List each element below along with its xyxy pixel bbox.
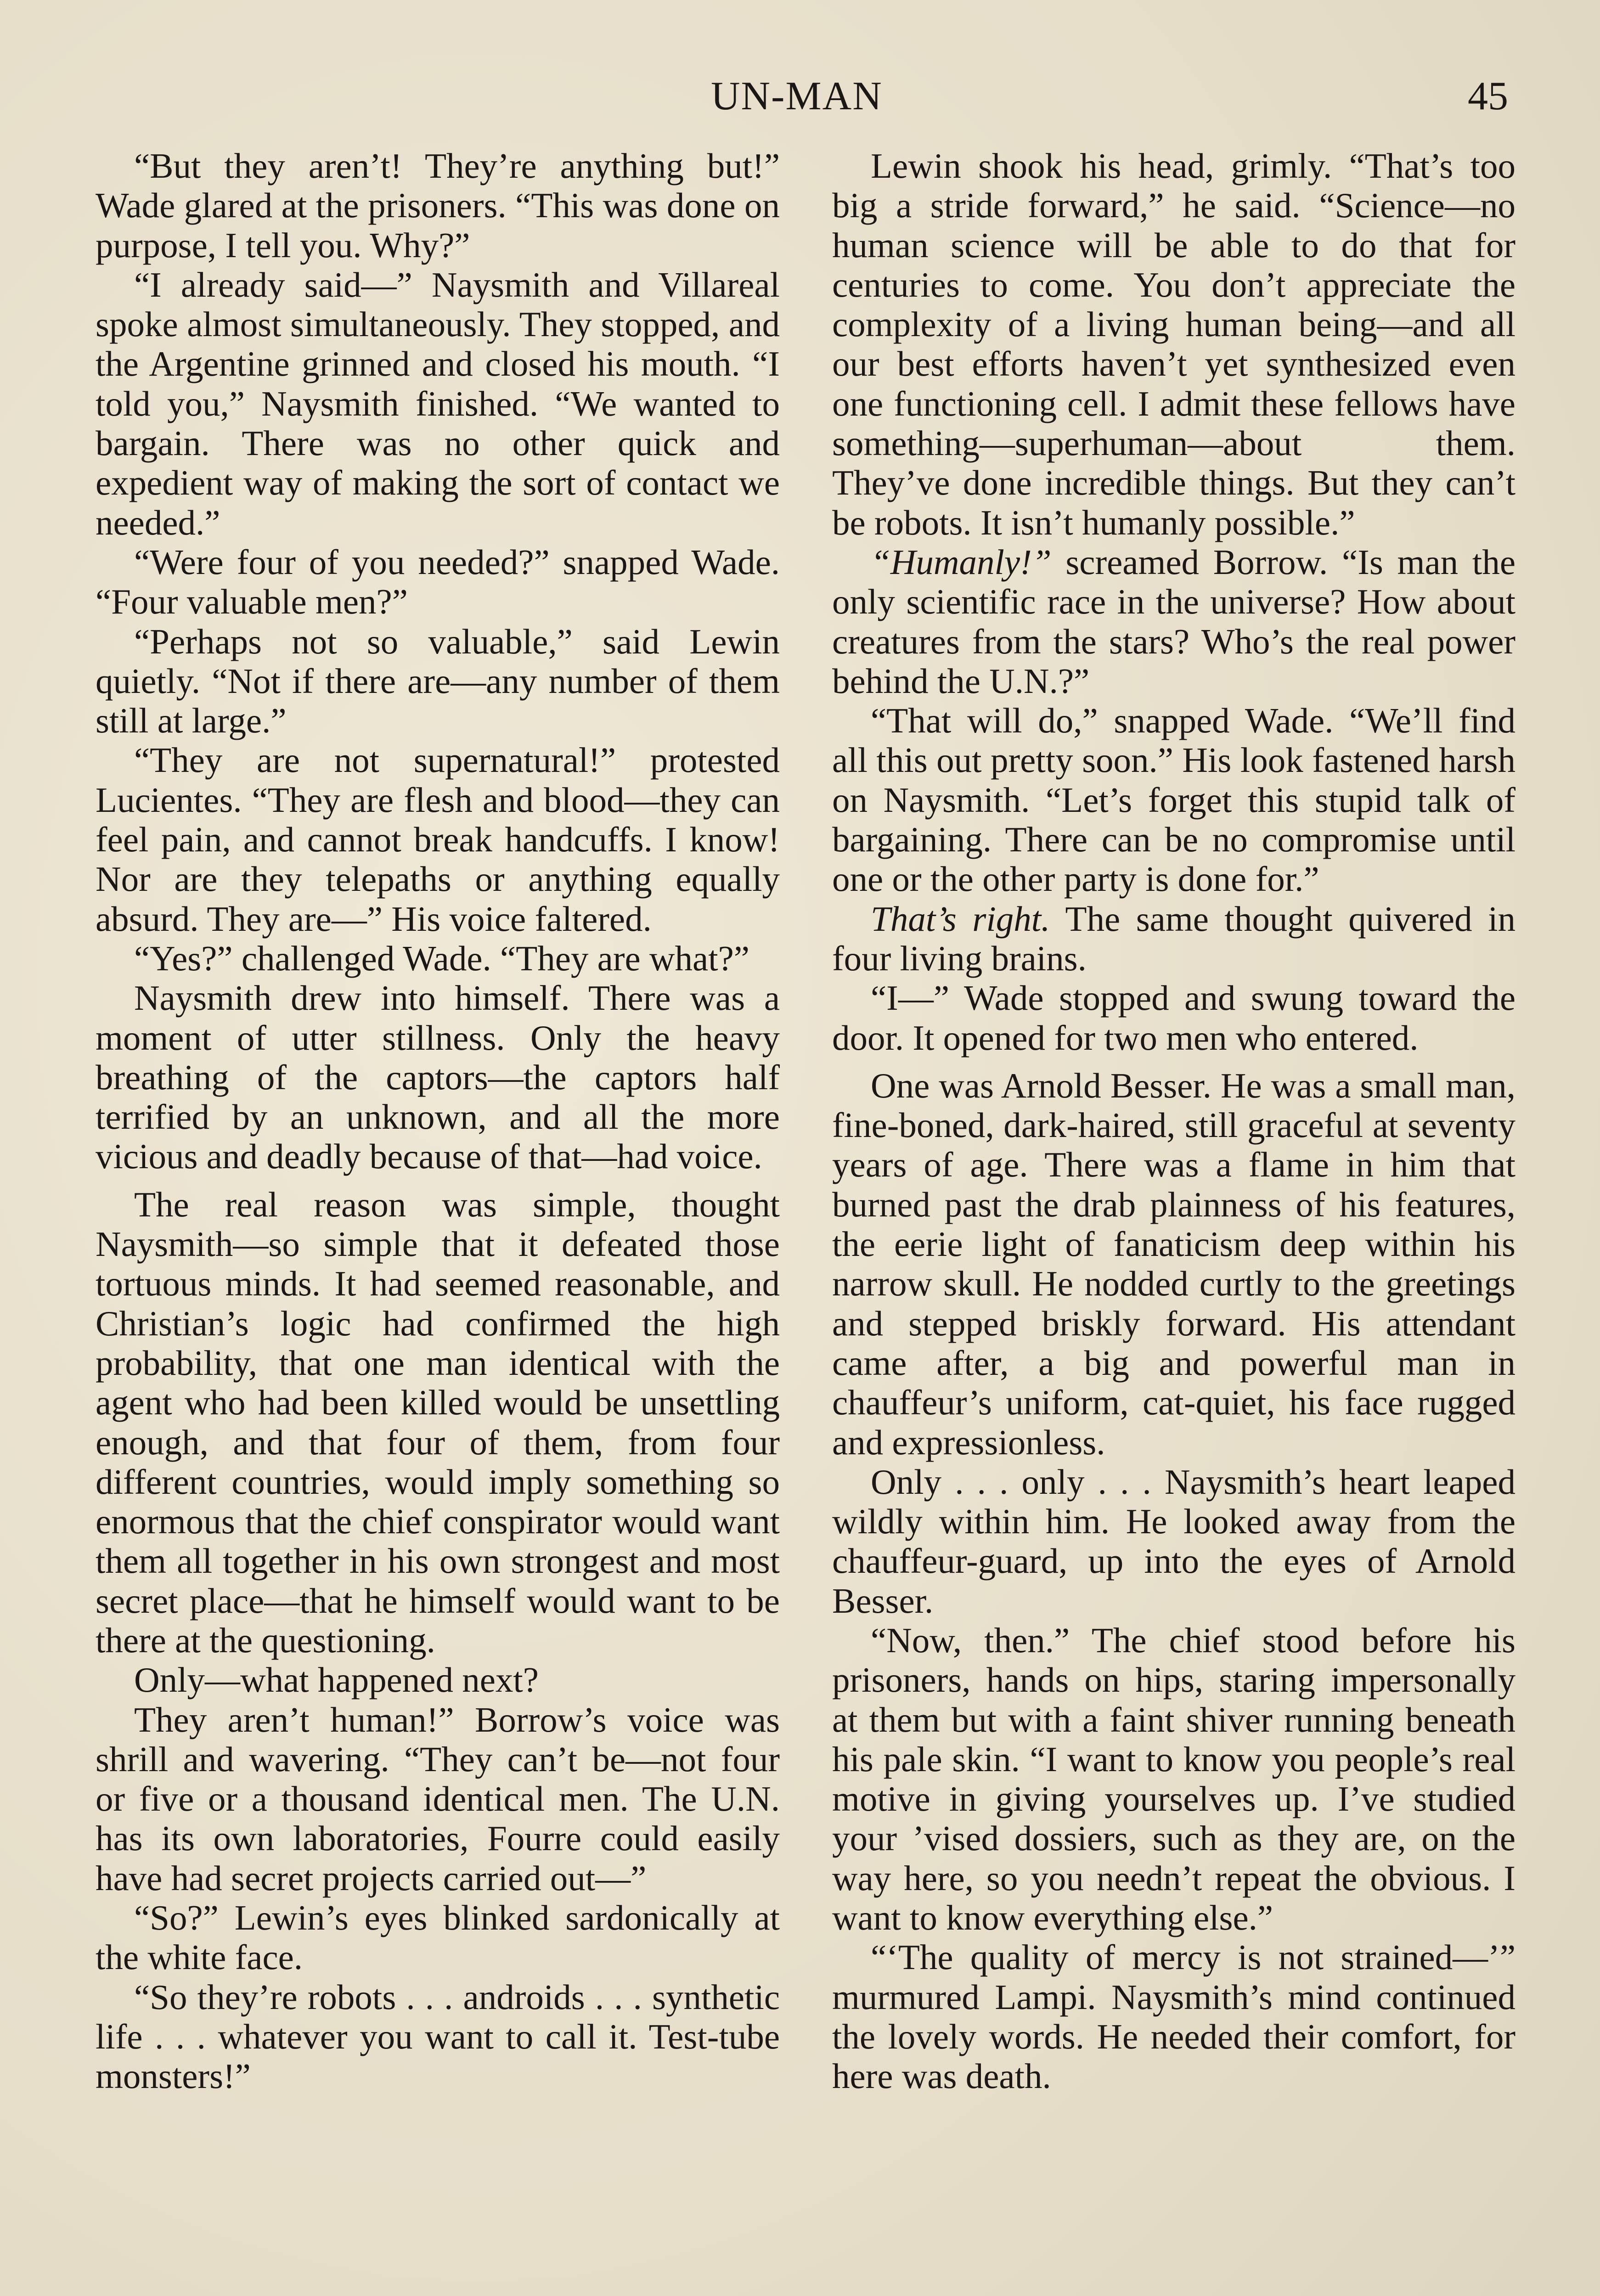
paragraph: “They are not supernatural!” protested Lucientes. “They are flesh and blood—they can feel pain, and cannot break handcuffs. I know! Nor are they telepaths or anything equally absurd. They are—” His voice faltered.: [96, 740, 780, 939]
emphasis-thats-right: That’s right.: [871, 899, 1050, 939]
paragraph: “‘The quality of mercy is not strained—’” murmured Lampi. Naysmith’s mind continued the lovely words. He needed their comfort, for here was death.: [832, 1937, 1515, 2096]
paragraph: “So they’re robots . . . androids . . . synthetic life . . . whatever you want to call it. Test-tube monsters!”: [96, 1977, 780, 2096]
left-column: [96, 146, 780, 2096]
paragraph: Only—what happened next?: [134, 1660, 539, 1700]
paragraph: “I—” Wade stopped and swung toward the door. It opened for two men who entered.: [832, 978, 1515, 1058]
paragraph: “Yes?” challenged Wade. “They are what?”: [134, 938, 749, 978]
paragraph: “Were four of you needed?” snapped Wade. “Four valuable men?”: [96, 542, 780, 622]
paragraph: “Now, then.” The chief stood before his prisoners, hands on hips, staring impersonally at them but with a faint shiver running beneath his pale skin. “I want to know you people’s real motive in giving yourselves up. I’ve studied your ’vised dossiers, such as they are, on the way here, so you needn’t repeat the obvious. I want to know everything else.”: [832, 1620, 1515, 1938]
paragraph-text: screamed Borrow. “Is man the only scientific race in the universe? How about creatures from the stars? Who’s the real power behind the U.N.?”: [832, 542, 1515, 701]
paragraph: They aren’t human!” Borrow’s voice was shrill and wavering. “They can’t be—not four or five or a thousand identical men. The U.N. has its own laboratories, Fourre could easily have had secret projects carried out—”: [96, 1699, 780, 1898]
paragraph: Only . . . only . . . Naysmith’s heart leaped wildly within him. He looked away from the chauffeur-guard, up into the eyes of Arnold Besser.: [832, 1462, 1515, 1621]
paragraph: Lewin shook his head, grimly. “That’s too big a stride forward,” he said. “Science—no human science will be able to do that for centuries to come. You don’t appreciate the complexity of a living human being—and all our best efforts haven’t yet synthesized even one functioning cell. I admit these fellows have something—superhuman—about them. They’ve done incredible things. But they can’t be robots. It isn’t humanly possible.”: [832, 146, 1515, 542]
running-head: UN-MAN: [711, 74, 883, 118]
emphasis-humanly: “Humanly!”: [871, 542, 1052, 582]
paragraph: [832, 899, 1515, 979]
paragraph-text: The same thought quivered in four living brains.: [832, 899, 1515, 978]
paragraph: The real reason was simple, thought Naysmith—so simple that it defeated those tortuous minds. It had seemed reasonable, and Christian’s logic had confirmed the high probability, that one man identical with the agent who had been killed would be unsettling enough, and that four of them, from four different countries, would imply something so enormous that the chief conspirator would want them all together in his own strongest and most secret place—that he himself would want to be there at the questioning.: [96, 1184, 780, 1660]
paragraph: “Perhaps not so valuable,” said Lewin quietly. “Not if there are—any number of them still at large.”: [96, 621, 780, 741]
page-header: [0, 69, 1600, 124]
paragraph: Naysmith drew into himself. There was a moment of utter stillness. Only the heavy breathing of the captors—the captors half terrified by an unknown, and all the more vicious and deadly because of that—had voice.: [96, 978, 780, 1176]
paragraph: “I already said—” Naysmith and Villareal spoke almost simultaneously. They stopped, and the Argentine grinned and closed his mouth. “I told you,” Naysmith finished. “We wanted to bargain. There was no other quick and expedient way of making the sort of contact we needed.”: [96, 264, 780, 542]
paragraph: “So?” Lewin’s eyes blinked sardonically at the white face.: [96, 1898, 780, 1977]
right-column: [832, 146, 1515, 2096]
paragraph: “That will do,” snapped Wade. “We’ll find all this out pretty soon.” His look fastened harsh on Naysmith. “Let’s forget this stupid talk of bargaining. There can be no compromise until one or the other party is done for.”: [832, 701, 1515, 899]
paragraph: “But they aren’t! They’re anything but!” Wade glared at the prisoners. “This was done on purpose, I tell you. Why?”: [96, 146, 780, 265]
page-number: 45: [1468, 74, 1508, 118]
paragraph: [832, 542, 1515, 701]
paragraph: One was Arnold Besser. He was a small man, fine-boned, dark-haired, still graceful at seventy years of age. There was a flame in him that burned past the drab plainness of his features, the eerie light of fanaticism deep within his narrow skull. He nodded curtly to the greetings and stepped briskly forward. His attendant came after, a big and powerful man in chauffeur’s uniform, cat-quiet, his face rugged and expressionless.: [832, 1065, 1515, 1462]
